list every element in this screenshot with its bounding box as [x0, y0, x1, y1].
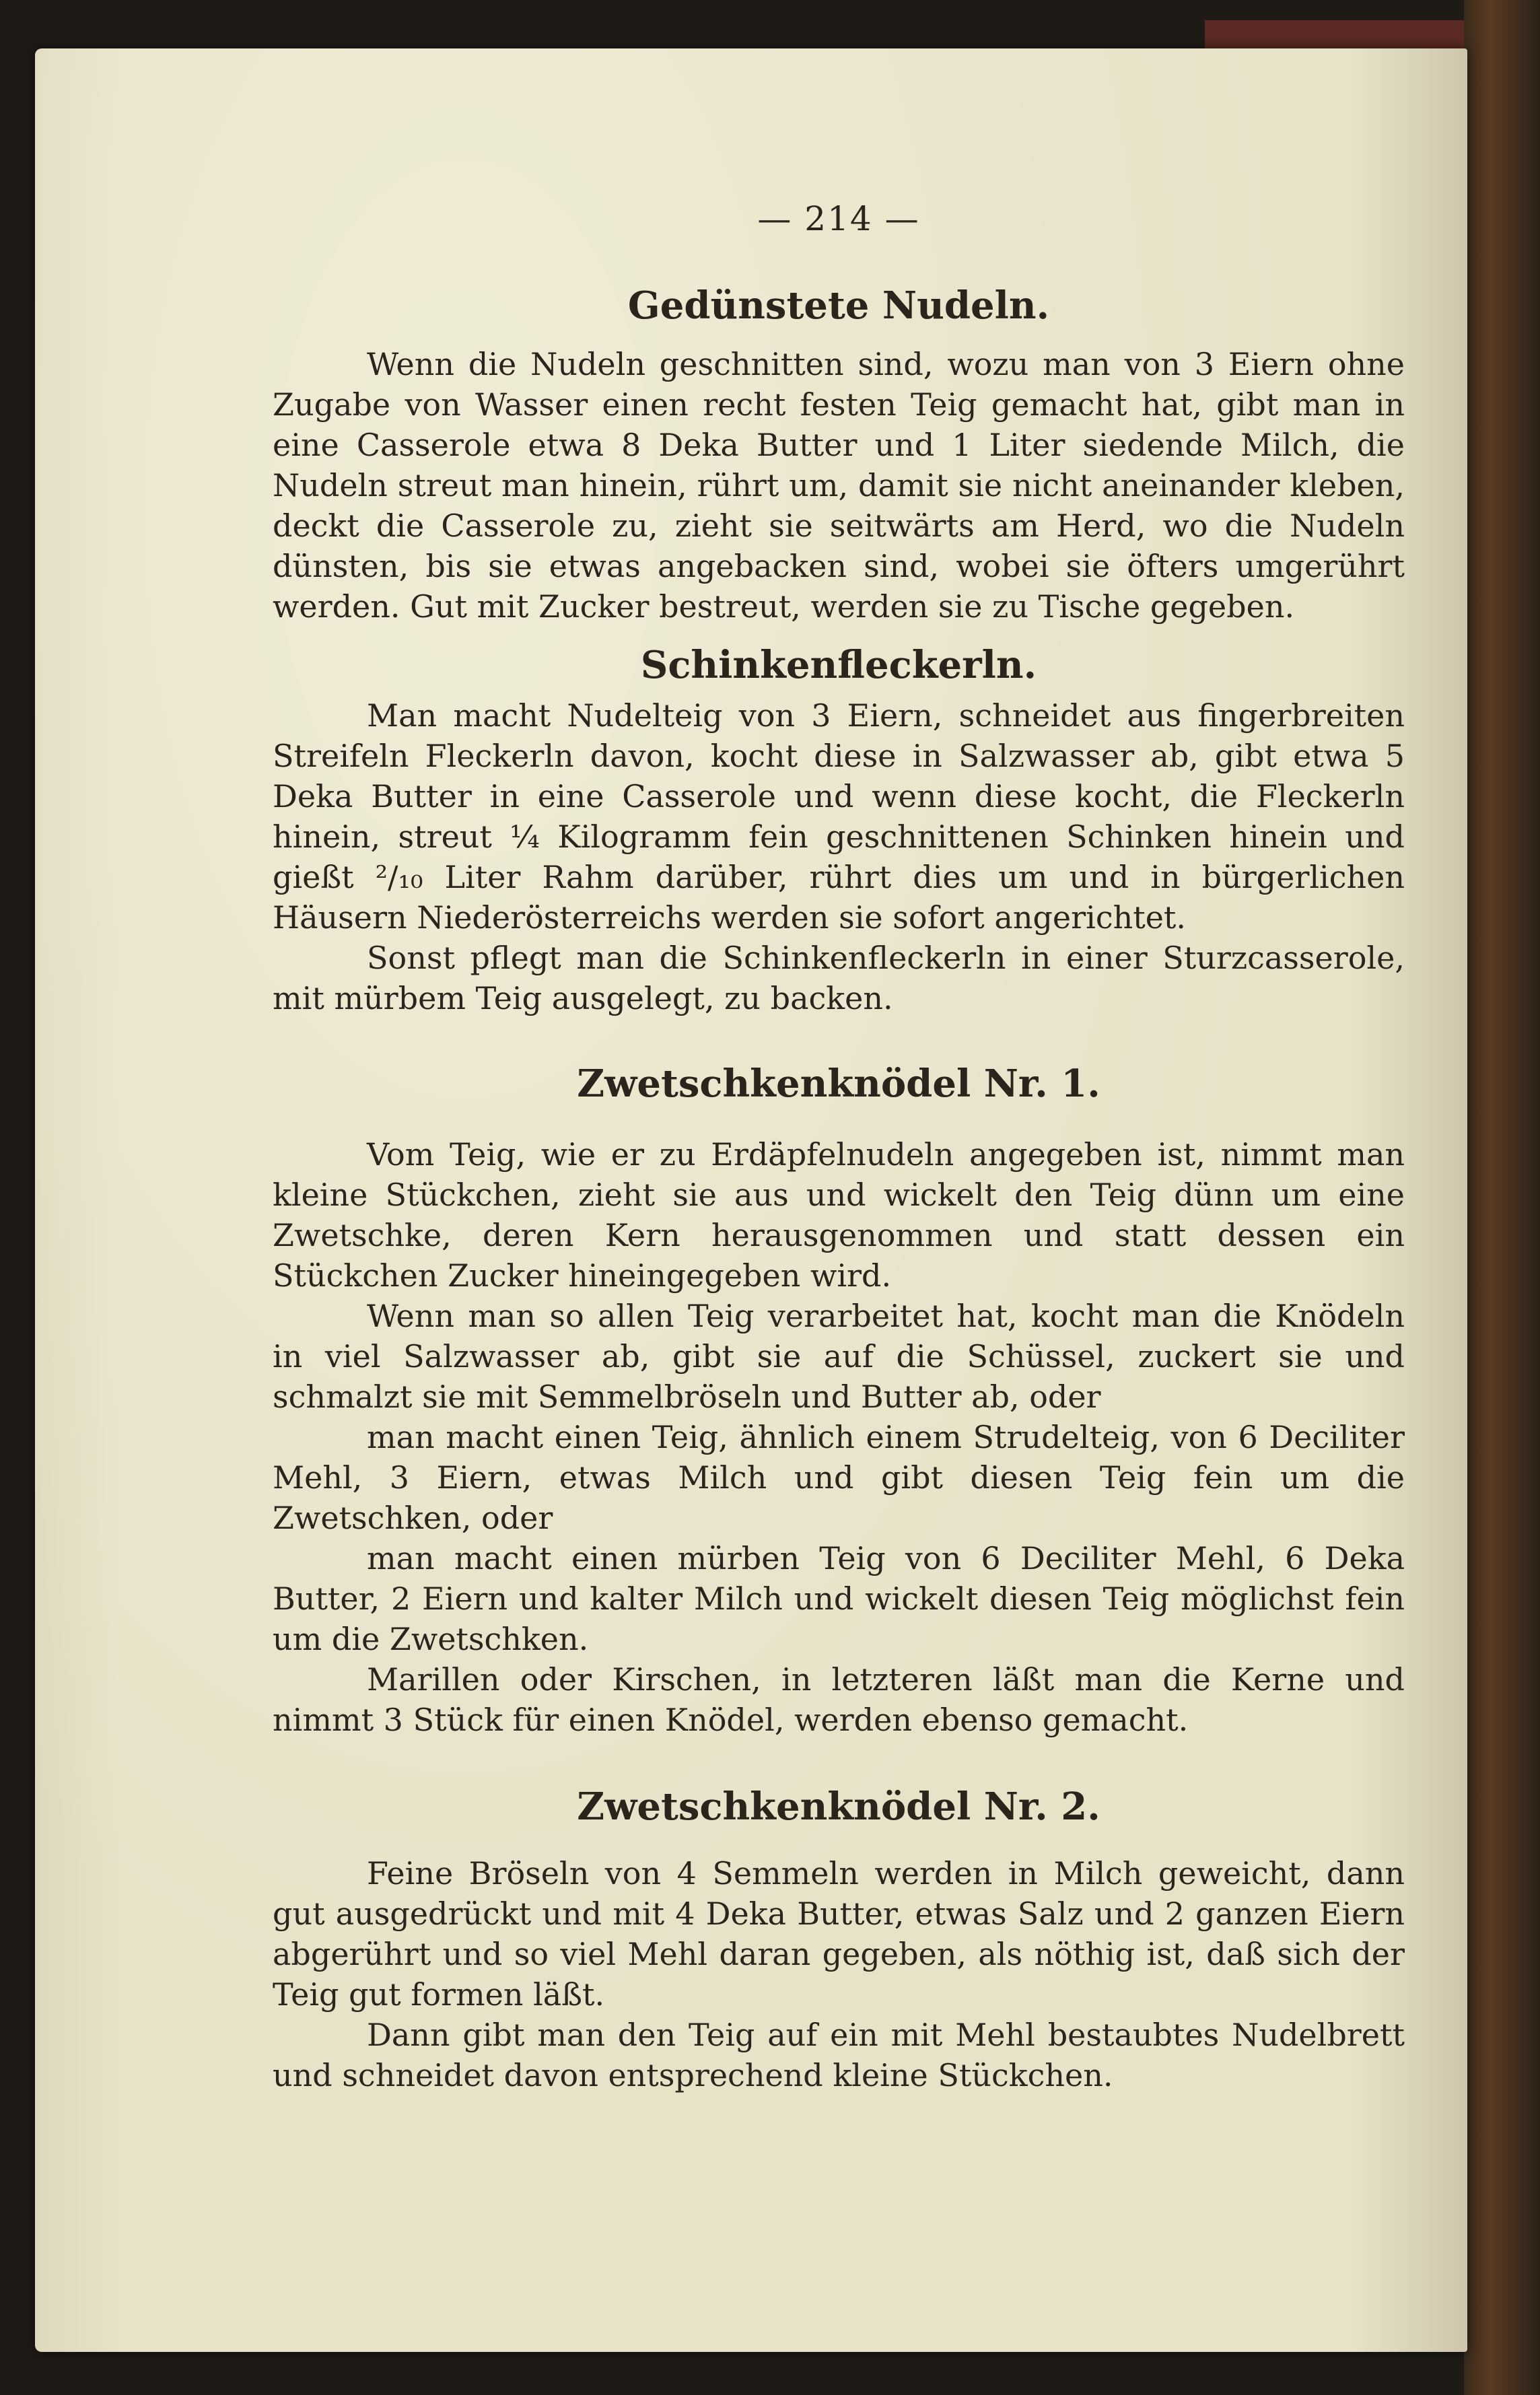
paragraph: Dann gibt man den Teig auf ein mit Mehl bestaubtes Nudelbrett und schneidet davon entsprechend kleine Stückchen.: [273, 2017, 1405, 2093]
book-spine: [1464, 0, 1540, 2395]
section-heading: Zwetschkenknödel Nr. 2.: [577, 1784, 1100, 1829]
section-heading: Zwetschkenknödel Nr. 1.: [577, 1062, 1100, 1106]
bookmark-ribbon: [1205, 20, 1474, 53]
paragraph: Sonst pflegt man die Schinkenfleckerln in einer Sturzcasserole, mit mürbem Teig ausgelegt, zu backen.: [273, 940, 1405, 1016]
paragraph: Vom Teig, wie er zu Erdäpfelnudeln angegeben ist, nimmt man kleine Stückchen, zieht sie aus und wickelt den Teig dünn um eine Zwetschke, deren Kern herausgenommen und statt dessen ein Stückchen Zucker hineingegeben wird.: [273, 1136, 1405, 1294]
page-text: [273, 199, 1405, 2095]
paragraph: Marillen oder Kirschen, in letzteren läßt man die Kerne und nimmt 3 Stück für einen Knödel, werden ebenso gemacht.: [273, 1661, 1405, 1738]
paragraph: man macht einen Teig, ähnlich einem Strudelteig, von 6 Deciliter Mehl, 3 Eiern, etwas Milch und gibt diesen Teig fein um die Zwetschken, oder: [273, 1419, 1405, 1536]
page-number: — 214 —: [757, 199, 920, 238]
paragraph: man macht einen mürben Teig von 6 Deciliter Mehl, 6 Deka Butter, 2 Eiern und kalter Milch und wickelt diesen Teig möglichst fein um die Zwetschken.: [273, 1540, 1405, 1657]
paragraph: Man macht Nudelteig von 3 Eiern, schneidet aus fingerbreiten Streifeln Fleckerln davon, kocht diese in Salzwasser ab, gibt etwa 5 Deka Butter in eine Casserole und wenn diese kocht, die Fleckerln hinein, streut ¼ Kilogramm fein geschnittenen Schinken hinein und gießt ²/₁₀ Liter Rahm darüber, rührt dies um und in bürgerlichen Häusern Niederösterreichs werden sie sofort angerichtet.: [273, 697, 1405, 936]
paragraph: Feine Bröseln von 4 Semmeln werden in Milch geweicht, dann gut ausgedrückt und mit 4 Deka Butter, etwas Salz und 2 ganzen Eiern abgerührt und so viel Mehl daran gegeben, als nöthig ist, daß sich der Teig gut formen läßt.: [273, 1855, 1405, 2013]
paragraph: Wenn die Nudeln geschnitten sind, wozu man von 3 Eiern ohne Zugabe von Wasser einen recht festen Teig gemacht hat, gibt man in eine Casserole etwa 8 Deka Butter und 1 Liter siedende Milch, die Nudeln streut man hinein, rührt um, damit sie nicht aneinander kleben, deckt die Casserole zu, zieht sie seitwärts am Herd, wo die Nudeln dünsten, bis sie etwas angebacken sind, wobei sie öfters umgerührt werden. Gut mit Zucker bestreut, werden sie zu Tische gegeben.: [273, 346, 1405, 625]
paragraph: Wenn man so allen Teig verarbeitet hat, kocht man die Knödeln in viel Salzwasser ab, gibt sie auf die Schüssel, zuckert sie und schmalzt sie mit Semmelbröseln und Butter ab, oder: [273, 1298, 1405, 1415]
section-heading: Gedünstete Nudeln.: [627, 283, 1050, 328]
section-heading: Schinkenfleckerln.: [640, 643, 1037, 687]
